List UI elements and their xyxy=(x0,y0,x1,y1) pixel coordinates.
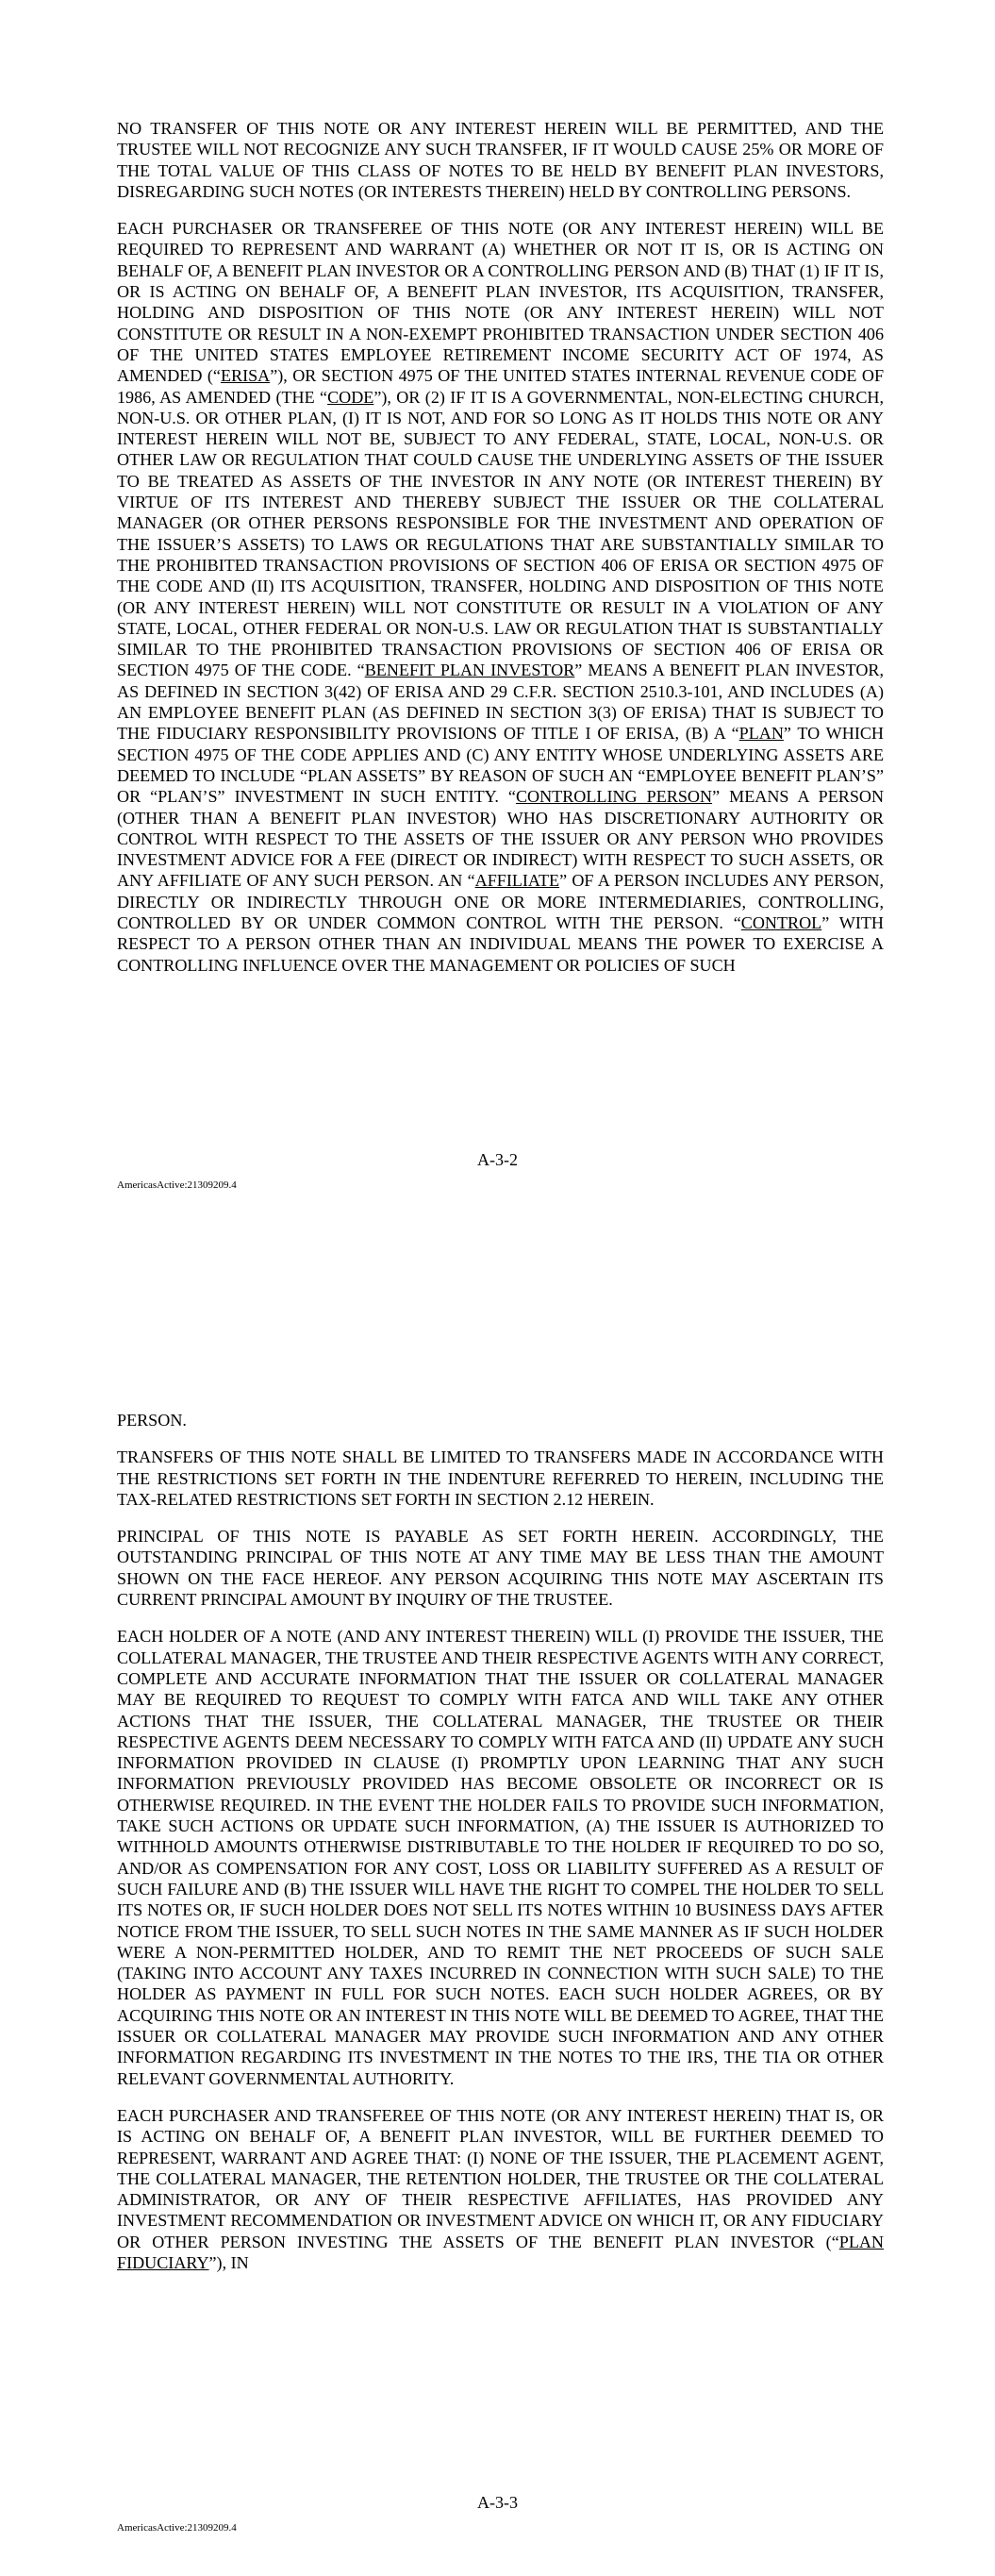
paragraph: EACH HOLDER OF A NOTE (AND ANY INTEREST THEREIN) WILL (I) PROVIDE THE ISSUER, THE COLLATERAL MANAGER, THE TRUSTEE AND THEIR RESPECTIVE AGENTS WITH ANY CORRECT, COMPLETE AND ACCURATE INFORMATION THAT THE ISSUER OR COLLATERAL MANAGER MAY BE REQUIRED TO REQUEST TO COMPLY WITH FATCA AND WILL TAKE ANY OTHER ACTIONS THAT THE ISSUER, THE COLLATERAL MANAGER, THE TRUSTEE OR THEIR RESPECTIVE AGENTS DEEM NECESSARY TO COMPLY WITH FATCA AND (II) UPDATE ANY SUCH INFORMATION PROVIDED IN CLAUSE (I) PROMPTLY UPON LEARNING THAT ANY SUCH INFORMATION PREVIOUSLY PROVIDED HAS BECOME OBSOLETE OR INCORRECT OR IS OTHERWISE REQUIRED. IN THE EVENT THE HOLDER FAILS TO PROVIDE SUCH INFORMATION, TAKE SUCH ACTIONS OR UPDATE SUCH INFORMATION, (A) THE ISSUER IS AUTHORIZED TO WITHHOLD AMOUNTS OTHERWISE DISTRIBUTABLE TO THE HOLDER IF REQUIRED TO DO SO, AND/OR AS COMPENSATION FOR ANY COST, LOSS OR LIABILITY SUFFERED AS A RESULT OF SUCH FAILURE AND (B) THE ISSUER WILL HAVE THE RIGHT TO COMPEL THE HOLDER TO SELL ITS NOTES OR, IF SUCH HOLDER DOES NOT SELL ITS NOTES WITHIN 10 BUSINESS DAYS AFTER NOTICE FROM THE ISSUER, TO SELL SUCH NOTES IN THE SAME MANNER AS IF SUCH HOLDER WERE A NON-PERMITTED HOLDER, AND TO REMIT THE NET PROCEEDS OF SUCH SALE (TAKING INTO ACCOUNT ANY TAXES INCURRED IN CONNECTION WITH SUCH SALE) TO THE HOLDER AS PAYMENT IN FULL FOR SUCH NOTES. EACH SUCH HOLDER AGREES, OR BY ACQUIRING THIS NOTE OR AN INTEREST IN THIS NOTE WILL BE DEEMED TO AGREE, THAT THE ISSUER OR COLLATERAL MANAGER MAY PROVIDE SUCH INFORMATION AND ANY OTHER INFORMATION REGARDING ITS INVESTMENT IN THE NOTES TO THE IRS, THE TIA OR OTHER RELEVANT GOVERNMENTAL AUTHORITY. xyxy=(117,1627,884,2088)
paragraph: EACH PURCHASER OR TRANSFEREE OF THIS NOTE (OR ANY INTEREST HEREIN) WILL BE REQUIRED TO REPRESENT AND WARRANT (A) WHETHER OR NOT IT IS, OR IS ACTING ON BEHALF OF, A BENEFIT PLAN INVESTOR OR A CONTROLLING PERSON AND (B) THAT (1) IF IT IS, OR IS ACTING ON BEHALF OF, A BENEFIT PLAN INVESTOR, ITS ACQUISITION, TRANSFER, HOLDING AND DISPOSITION OF THIS NOTE (OR ANY INTEREST HEREIN) WILL NOT CONSTITUTE OR RESULT IN A NON-EXEMPT PROHIBITED TRANSACTION UNDER SECTION 406 OF THE UNITED STATES EMPLOYEE RETIREMENT INCOME SECURITY ACT OF 1974, AS AMENDED (“ERISA”), OR SECTION 4975 OF THE UNITED STATES INTERNAL REVENUE CODE OF 1986, AS AMENDED (THE “CODE”), OR (2) IF IT IS A GOVERNMENTAL, NON-ELECTING CHURCH, NON-U.S. OR OTHER PLAN, (I) IT IS NOT, AND FOR SO LONG AS IT HOLDS THIS NOTE OR ANY INTEREST HEREIN WILL NOT BE, SUBJECT TO ANY FEDERAL, STATE, LOCAL, NON-U.S. OR OTHER LAW OR REGULATION THAT COULD CAUSE THE UNDERLYING ASSETS OF THE ISSUER TO BE TREATED AS ASSETS OF THE INVESTOR IN ANY NOTE (OR INTEREST THEREIN) BY VIRTUE OF ITS INTEREST AND THEREBY SUBJECT THE ISSUER OR THE COLLATERAL MANAGER (OR OTHER PERSONS RESPONSIBLE FOR THE INVESTMENT AND OPERATION OF THE ISSUER’S ASSETS) TO LAWS OR REGULATIONS THAT ARE SUBSTANTIALLY SIMILAR TO THE PROHIBITED TRANSACTION PROVISIONS OF SECTION 406 OF ERISA OR SECTION 4975 OF THE CODE AND (II) ITS ACQUISITION, TRANSFER, HOLDING AND DISPOSITION OF THIS NOTE (OR ANY INTEREST HEREIN) WILL NOT CONSTITUTE OR RESULT IN A VIOLATION OF ANY STATE, LOCAL, OTHER FEDERAL OR NON-U.S. LAW OR REGULATION THAT IS SUBSTANTIALLY SIMILAR TO THE PROHIBITED TRANSACTION PROVISIONS OF SECTION 406 OF ERISA OR SECTION 4975 OF THE CODE. “BENEFIT PLAN INVESTOR” MEANS A BENEFIT PLAN INVESTOR, AS DEFINED IN SECTION 3(42) OF ERISA AND 29 C.F.R. SECTION 2510.3-101, AND INCLUDES (A) AN EMPLOYEE BENEFIT PLAN (AS DEFINED IN SECTION 3(3) OF ERISA) THAT IS SUBJECT TO THE FIDUCIARY RESPONSIBILITY PROVISIONS OF TITLE I OF ERISA, (B) A “PLAN” TO WHICH SECTION 4975 OF THE CODE APPLIES AND (C) ANY ENTITY WHOSE UNDERLYING ASSETS ARE DEEMED TO INCLUDE “PLAN ASSETS” BY REASON OF SUCH AN “EMPLOYEE BENEFIT PLAN’S” OR “PLAN’S” INVESTMENT IN SUCH ENTITY. “CONTROLLING PERSON” MEANS A PERSON (OTHER THAN A BENEFIT PLAN INVESTOR) WHO HAS DISCRETIONARY AUTHORITY OR CONTROL WITH RESPECT TO THE ASSETS OF THE ISSUER OR ANY PERSON WHO PROVIDES INVESTMENT ADVICE FOR A FEE (DIRECT OR INDIRECT) WITH RESPECT TO SUCH ASSETS, OR ANY AFFILIATE OF ANY SUCH PERSON. AN “AFFILIATE” OF A PERSON INCLUDES ANY PERSON, DIRECTLY OR INDIRECTLY THROUGH ONE OR MORE INTERMEDIARIES, CONTROLLING, CONTROLLED BY OR UNDER COMMON CONTROL WITH THE PERSON. “CONTROL” WITH RESPECT TO A PERSON OTHER THAN AN INDIVIDUAL MEANS THE POWER TO EXERCISE A CONTROLLING INFLUENCE OVER THE MANAGEMENT OR POLICIES OF SUCH xyxy=(117,219,885,975)
paragraph: PERSON. xyxy=(117,1411,187,1430)
defined-term: CONTROLLING PERSON xyxy=(515,787,713,807)
defined-term: BENEFIT PLAN INVESTOR xyxy=(364,661,575,680)
defined-term: PLAN xyxy=(738,724,784,744)
paragraph: NO TRANSFER OF THIS NOTE OR ANY INTEREST HEREIN WILL BE PERMITTED, AND THE TRUSTEE WILL NOT RECOGNIZE ANY SUCH TRANSFER, IF IT WOULD CAUSE 25% OR MORE OF THE TOTAL VALUE OF THIS CLASS OF NOTES TO BE HELD BY BENEFIT PLAN INVESTORS, DISREGARDING SUCH NOTES (OR INTERESTS THEREIN) HELD BY CONTROLLING PERSONS. xyxy=(117,119,884,201)
page-body xyxy=(117,118,884,992)
document-page xyxy=(0,1288,995,2576)
defined-term: PLAN FIDUCIARY xyxy=(117,2232,884,2272)
defined-term: CONTROL xyxy=(740,912,822,932)
defined-term: AFFILIATE xyxy=(474,871,560,891)
document-id-footer: AmericasActive:21309209.4 xyxy=(117,2522,237,2534)
page-number: A-3-2 xyxy=(477,1150,518,1169)
page-number: A-3-3 xyxy=(477,2493,518,2512)
page-body xyxy=(117,1410,884,2289)
paragraph: TRANSFERS OF THIS NOTE SHALL BE LIMITED TO TRANSFERS MADE IN ACCORDANCE WITH THE RESTRICTIONS SET FORTH IN THE INDENTURE REFERRED TO HEREIN, INCLUDING THE TAX-RELATED RESTRICTIONS SET FORTH IN SECTION 2.12 HEREIN. xyxy=(117,1447,884,1509)
defined-term: CODE xyxy=(327,387,374,407)
defined-term: ERISA xyxy=(220,366,271,386)
paragraph: PRINCIPAL OF THIS NOTE IS PAYABLE AS SET FORTH HEREIN. ACCORDINGLY, THE OUTSTANDING PRINCIPAL OF THIS NOTE AT ANY TIME MAY BE LESS THAN THE AMOUNT SHOWN ON THE FACE HEREOF. ANY PERSON ACQUIRING THIS NOTE MAY ASCERTAIN ITS CURRENT PRINCIPAL AMOUNT BY INQUIRY OF THE TRUSTEE. xyxy=(117,1527,884,1610)
paragraph: EACH PURCHASER AND TRANSFEREE OF THIS NOTE (OR ANY INTEREST HEREIN) THAT IS, OR IS ACTING ON BEHALF OF, A BENEFIT PLAN INVESTOR, WILL BE FURTHER DEEMED TO REPRESENT, WARRANT AND AGREE THAT: (I) NONE OF THE ISSUER, THE PLACEMENT AGENT, THE COLLATERAL MANAGER, THE RETENTION HOLDER, THE TRUSTEE OR THE COLLATERAL ADMINISTRATOR, OR ANY OF THEIR RESPECTIVE AFFILIATES, HAS PROVIDED ANY INVESTMENT RECOMMENDATION OR INVESTMENT ADVICE ON WHICH IT, OR ANY FIDUCIARY OR OTHER PERSON INVESTING THE ASSETS OF THE BENEFIT PLAN INVESTOR (“PLAN FIDUCIARY”), IN xyxy=(117,2105,884,2272)
document-id-footer: AmericasActive:21309209.4 xyxy=(117,1179,237,1191)
